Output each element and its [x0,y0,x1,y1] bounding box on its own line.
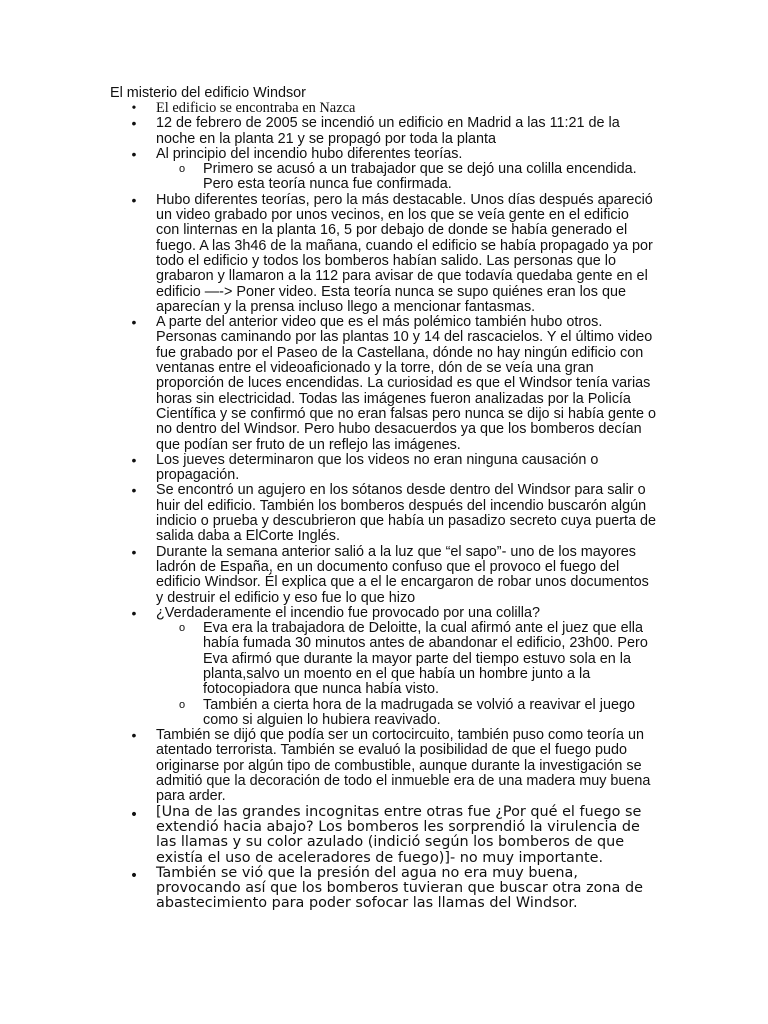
list-item-text: Se encontró un agujero en los sótanos desde dentro del Windsor para salir o huir del edificio. También los bomberos después del incendio buscarón algún indicio o prueba y descubrieron que había un pasadizo secreto cuya puerta de salida daba a ElCorte Inglés. [156,482,657,545]
list-item-text: También se vió que la presión del agua no era muy buena, provocando así que los bomberos tuvieran que buscar otra zona de abastecimiento para poder sofocar las llamas del Windsor. [156,864,643,912]
bullet-icon: • [131,191,137,208]
bullet-icon: • [131,727,137,744]
list-item [0,453,656,484]
list-item-text: 12 de febrero de 2005 se incendió un edificio en Madrid a las 11:21 de la noche en la planta 21 y se propagó por toda la planta [156,115,620,147]
bullet-icon: • [131,543,137,560]
bullet-icon: • [131,145,137,162]
bullet-icon: • [129,806,139,823]
list-item [0,545,656,606]
sub-list-item [156,162,656,193]
bullet-icon: • [131,314,137,331]
list-item [0,315,656,453]
bullet-icon: • [131,451,137,468]
list-item [0,728,656,804]
list-item [0,147,656,193]
list-item [0,116,656,147]
bullet-icon: • [129,867,139,884]
list-item-text: El edificio se encontraba en Nazca [156,100,356,116]
sub-list-item-text: También a cierta hora de la madrugada se volvió a reavivar el juego como si alguien lo hubiera reavivado. [203,696,635,728]
bullet-icon: • [131,482,137,499]
sub-list [156,621,656,728]
list-item-text: Durante la semana anterior salió a la luz que “el sapo”- uno de los mayores ladrón de España, en un documento confuso que el provoco el fuego del edificio Windsor. Él explica que a el le encargaron de robar unos documentos y destruir el edificio y eso fue lo que hizo [156,543,649,606]
sub-list [156,162,656,193]
document-title: El misterio del edificio Windsor [110,85,306,101]
sub-list-item-text: Primero se acusó a un trabajador que se dejó una colilla encendida. Pero esta teoría nunca fue confirmada. [203,161,637,193]
list-item-text: ¿Verdaderamente el incendio fue provocado por una colilla? [156,604,541,621]
list-item-text: Los jueves determinaron que los videos no eran ninguna causación o propagación. [156,451,599,484]
sub-bullet-icon: o [178,163,186,176]
sub-list-item [156,698,656,729]
list-item [0,101,656,116]
list-item-text: A parte del anterior video que es el más polémico también hubo otros. Personas caminando por las plantas 10 y 14 del rascacielos. Y el último video fue grabado por el Paseo de la Castellana, dónde no hay ningún edificio con ventanas entre el videoaficionado y la torre, dón de se veía una gran proporción de luces encendidas. La curiosidad es que el Windsor tenía varias horas sin electricidad. Todas las imágenes fueron analizadas por la Policía Científica y se confirmó que no eran falsas pero nunca se dijo si había gente o no dentro del Windsor. Pero hubo desacuerdos ya que los bomberos decían que podían ser fruto de un reflejo las imágenes. [156,314,656,453]
sub-bullet-icon: o [178,622,186,635]
sub-list-item-text: Eva era la trabajadora de Deloitte, la cual afirmó ante el juez que ella había fumada 30 minutos antes de abandonar el edificio, 23h00. Pero Eva afirmó que durante la mayor parte del tiempo estuvo sola en la planta,salvo un moento en el que había un hombre junto a la fotocopiadora que nunca había visto. [203,620,648,698]
list-item-text: Hubo diferentes teorías, pero la más destacable. Unos días después apareció un video grabado por unos vecinos, en los que se veía gente en el edificio con linternas en la planta 16, 5 por debajo de donde se había generado el fuego. A las 3h46 de la mañana, cuando el edificio se había propagado ya por todo el edificio y todos los bomberos habían salido. Las personas que lo grabaron y llamaron a la 112 para avisar de que todavía quedaba gente en el edificio —-> Poner video. Esta teoría nunca se supo quiénes eran los que aparecían y la prensa incluso llego a mencionar fantasmas. [156,191,653,315]
bullet-list [0,101,768,912]
bullet-icon: • [131,101,137,116]
bullet-icon: • [131,115,137,132]
list-item-text: Al principio del incendio hubo diferentes teorías. [156,145,463,162]
list-item [0,193,656,315]
list-item-text: También se dijó que podía ser un cortocircuito, también puso como teoría un atentado terrorista. También se evaluó la posibilidad de que el fuego pudo originarse por algún tipo de combustible, aunque durante la investigación se admitió que la decoración de todo el inmueble era de una madera muy buena para arder. [156,727,651,805]
sub-list-item [156,621,656,697]
list-item [0,606,656,728]
list-item-text: [Una de las grandes incognitas entre otras fue ¿Por qué el fuego se extendió hacia abajo? Los bomberos les sorprendió la virulencia de las llamas y su color azulado (indició según los bomberos de que existía el uso de aceleradores de fuego)]- no muy importante. [156,803,642,866]
list-item [0,866,656,912]
bullet-icon: • [131,604,137,621]
list-item [0,483,656,544]
list-item [0,805,656,866]
sub-bullet-icon: o [178,698,186,711]
